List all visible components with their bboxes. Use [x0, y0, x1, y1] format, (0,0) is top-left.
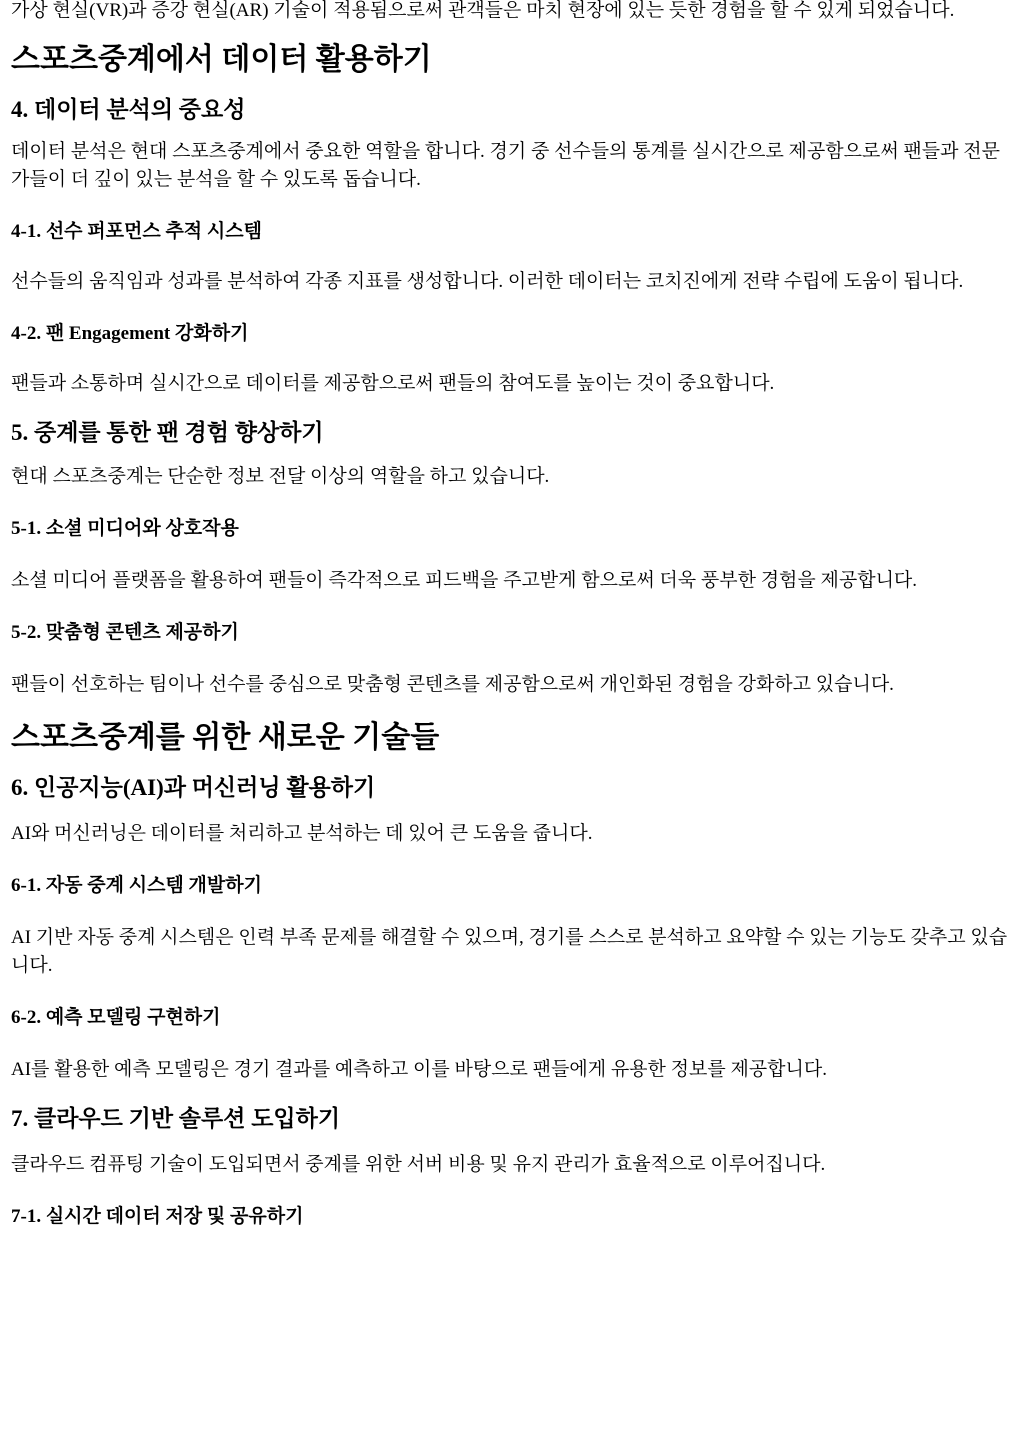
paragraph-5-2: 팬들이 선호하는 팀이나 선수를 중심으로 맞춤형 콘텐츠를 제공함으로써 개인화된 경험을 강화하고 있습니다.	[11, 674, 894, 695]
paragraph-4: 데이터 분석은 현대 스포츠중계에서 중요한 역할을 합니다. 경기 중 선수들의 통계를 실시간으로 제공함으로써 팬들과 전문가들이 더 깊이 있는 분석을 할 수 있도록 돕습니다.	[11, 141, 1000, 190]
heading-5: 5. 중계를 통한 팬 경험 향상하기	[11, 420, 324, 445]
heading-4-1: 4-1. 선수 퍼포먼스 추적 시스템	[11, 221, 262, 242]
heading-6: 6. 인공지능(AI)과 머신러닝 활용하기	[11, 775, 376, 800]
section-title-tech: 스포츠중계를 위한 새로운 기술들	[11, 721, 440, 754]
paragraph-4-1: 선수들의 움직임과 성과를 분석하여 각종 지표를 생성합니다. 이러한 데이터는 코치진에게 전략 수립에 도움이 됩니다.	[11, 271, 964, 292]
heading-5-1: 5-1. 소셜 미디어와 상호작용	[11, 518, 239, 539]
heading-5-2: 5-2. 맞춤형 콘텐츠 제공하기	[11, 622, 239, 643]
section-title-data: 스포츠중계에서 데이터 활용하기	[11, 43, 432, 76]
heading-6-1: 6-1. 자동 중계 시스템 개발하기	[11, 875, 262, 896]
heading-4: 4. 데이터 분석의 중요성	[11, 97, 246, 122]
heading-4-2: 4-2. 팬 Engagement 강화하기	[11, 323, 249, 344]
heading-7-1: 7-1. 실시간 데이터 저장 및 공유하기	[11, 1206, 304, 1227]
paragraph-6-2: AI를 활용한 예측 모델링은 경기 결과를 예측하고 이를 바탕으로 팬들에게 유용한 정보를 제공합니다.	[11, 1059, 827, 1080]
paragraph-4-2: 팬들과 소통하며 실시간으로 데이터를 제공함으로써 팬들의 참여도를 높이는 것이 중요합니다.	[11, 373, 775, 394]
paragraph-6-1: AI 기반 자동 중계 시스템은 인력 부족 문제를 해결할 수 있으며, 경기를 스스로 분석하고 요약할 수 있는 기능도 갖추고 있습니다.	[11, 927, 1008, 976]
article-body	[11, 0, 1014, 1230]
heading-6-2: 6-2. 예측 모델링 구현하기	[11, 1007, 221, 1028]
intro-paragraph: 가상 현실(VR)과 증강 현실(AR) 기술이 적용됨으로써 관객들은 마치 현장에 있는 듯한 경험을 할 수 있게 되었습니다.	[11, 0, 955, 21]
paragraph-5-1: 소셜 미디어 플랫폼을 활용하여 팬들이 즉각적으로 피드백을 주고받게 함으로써 더욱 풍부한 경험을 제공합니다.	[11, 570, 918, 591]
paragraph-5: 현대 스포츠중계는 단순한 정보 전달 이상의 역할을 하고 있습니다.	[11, 466, 550, 487]
paragraph-6: AI와 머신러닝은 데이터를 처리하고 분석하는 데 있어 큰 도움을 줍니다.	[11, 823, 593, 844]
paragraph-7: 클라우드 컴퓨팅 기술이 도입되면서 중계를 위한 서버 비용 및 유지 관리가 효율적으로 이루어집니다.	[11, 1154, 826, 1175]
heading-7: 7. 클라우드 기반 솔루션 도입하기	[11, 1106, 341, 1131]
